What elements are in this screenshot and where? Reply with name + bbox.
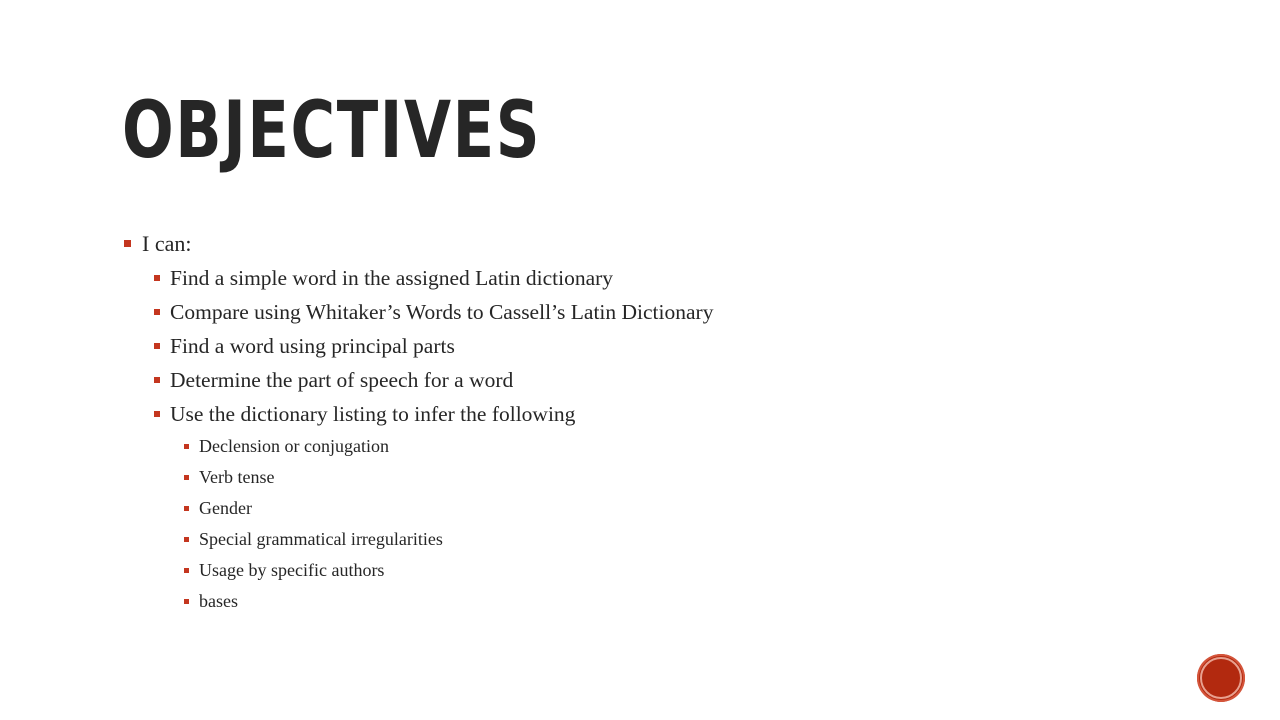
list-item-label: Verb tense xyxy=(199,467,275,487)
list-item-label: Compare using Whitaker’s Words to Cassell’s Latin Dictionary xyxy=(170,300,714,324)
list-item-inference xyxy=(124,432,1124,463)
slide-title: OBJECTIVES xyxy=(122,86,542,176)
square-bullet-icon xyxy=(184,599,189,604)
list-item-label: Find a simple word in the assigned Latin dictionary xyxy=(170,266,614,290)
square-bullet-icon xyxy=(184,537,189,542)
square-bullet-icon xyxy=(154,275,160,281)
list-item-intro xyxy=(124,228,1124,262)
list-item-objective xyxy=(124,262,1124,296)
square-bullet-icon xyxy=(124,240,131,247)
square-bullet-icon xyxy=(184,568,189,573)
square-bullet-icon xyxy=(154,377,160,383)
list-item-inference xyxy=(124,494,1124,525)
square-bullet-icon xyxy=(154,411,160,417)
list-item-label: Gender xyxy=(199,498,252,518)
list-item-label: Usage by specific authors xyxy=(199,560,385,580)
list-item-objective xyxy=(124,330,1124,364)
square-bullet-icon xyxy=(154,309,160,315)
list-item-label: bases xyxy=(199,591,238,611)
list-item-inference xyxy=(124,556,1124,587)
list-item-label: Special grammatical irregularities xyxy=(199,529,443,549)
slide-content xyxy=(124,228,1124,618)
list-item-objective xyxy=(124,296,1124,330)
list-item-label: Use the dictionary listing to infer the following xyxy=(170,402,576,426)
list-item-label: I can: xyxy=(142,231,192,256)
square-bullet-icon xyxy=(184,475,189,480)
list-item-inference xyxy=(124,587,1124,618)
list-item-inference xyxy=(124,525,1124,556)
list-item-inference xyxy=(124,463,1124,494)
red-circle-decoration-icon xyxy=(1197,654,1245,702)
list-item-objective xyxy=(124,398,1124,432)
square-bullet-icon xyxy=(184,444,189,449)
list-item-label: Determine the part of speech for a word xyxy=(170,368,514,392)
list-item-objective xyxy=(124,364,1124,398)
square-bullet-icon xyxy=(184,506,189,511)
list-item-label: Find a word using principal parts xyxy=(170,334,455,358)
square-bullet-icon xyxy=(154,343,160,349)
list-item-label: Declension or conjugation xyxy=(199,436,389,456)
